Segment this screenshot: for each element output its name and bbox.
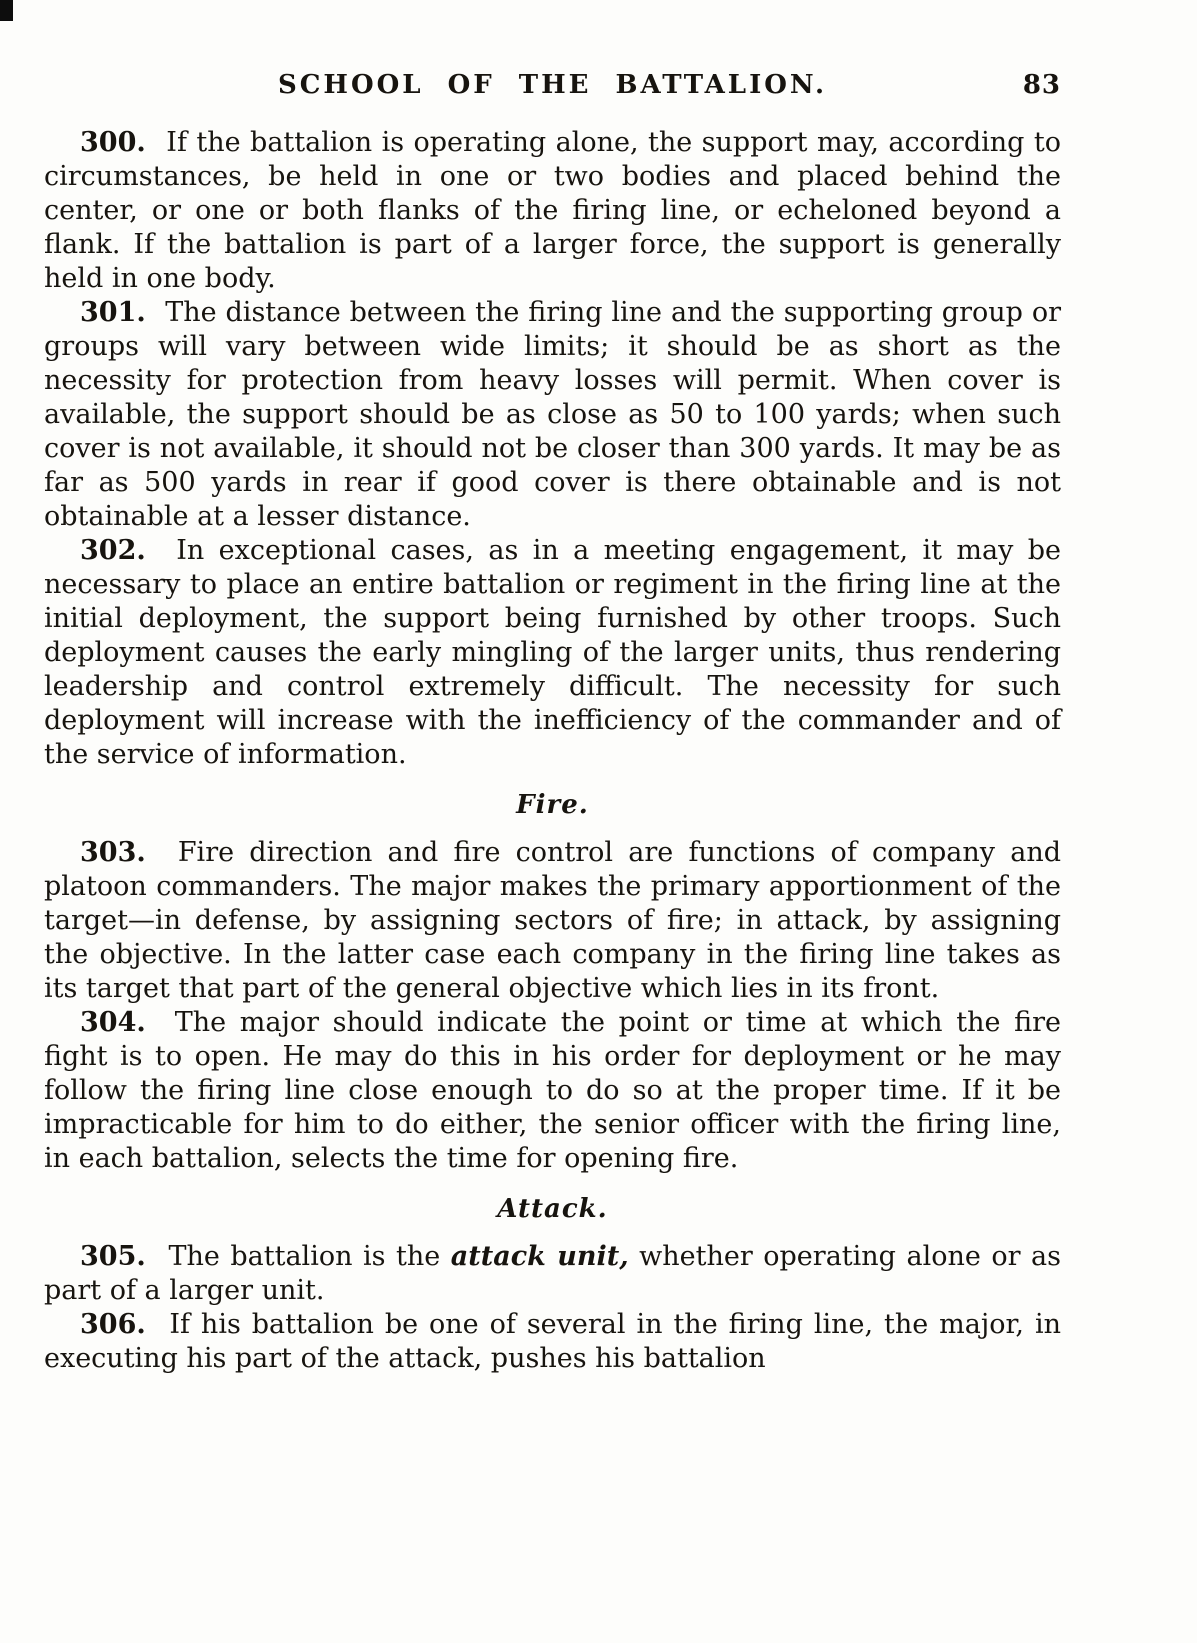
page-header bbox=[44, 70, 1061, 100]
paragraph bbox=[44, 534, 1061, 772]
paragraph-text: The distance between the firing line and the supporting group or groups will vary between wide limits; it should be as short as the necessity for protection from heavy losses will permit. When cover is available, the support should be as close as 50 to 100 yards; when such cover is not available, it should not be closer than 300 yards. It may be as far as 500 yards in rear if good cover is there obtainable and is not obtainable at a lesser distance. bbox=[44, 297, 1062, 532]
page-number: 83 bbox=[1022, 70, 1061, 100]
section-heading: Attack. bbox=[497, 1194, 608, 1224]
paragraph-number: 301. bbox=[80, 297, 166, 328]
paragraph-number: 305. bbox=[80, 1241, 169, 1272]
paragraph-text: whether operating alone or as part of a larger unit. bbox=[44, 1241, 1062, 1306]
paragraph bbox=[44, 836, 1061, 1006]
paragraph-text: The battalion is the bbox=[168, 1241, 451, 1272]
scan-artifact bbox=[0, 0, 13, 21]
running-title: SCHOOL OF THE BATTALION. bbox=[277, 70, 828, 100]
paragraph-number: 303. bbox=[80, 837, 178, 868]
paragraph-number: 302. bbox=[80, 535, 177, 566]
paragraph-number: 304. bbox=[80, 1007, 175, 1038]
paragraph bbox=[44, 1240, 1061, 1308]
paragraph-text: Fire direction and fire control are functions of company and platoon commanders. The major makes the primary apportionment of the target—in defense, by assigning sectors of fire; in attack, by assigning the objective. In the latter case each company in the firing line takes as its target that part of the general objective which lies in its front. bbox=[44, 837, 1062, 1004]
paragraph bbox=[44, 1006, 1061, 1176]
paragraph-text: In exceptional cases, as in a meeting engagement, it may be necessary to place an entire battalion or regiment in the firing line at the initial deployment, the support being furnished by other troops. Such deployment causes the early mingling of the larger units, thus rendering leadership and control extremely difficult. The necessity for such deployment will increase with the inefficiency of the commander and of the service of information. bbox=[44, 535, 1062, 770]
page-body bbox=[44, 126, 1061, 1376]
paragraph-text: attack unit, bbox=[450, 1241, 629, 1272]
paragraph-number: 300. bbox=[80, 127, 167, 158]
paragraph-number: 306. bbox=[80, 1309, 170, 1340]
paragraph bbox=[44, 1308, 1061, 1376]
paragraph-text: If his battalion be one of several in the firing line, the major, in executing his part of the attack, pushes his battalion bbox=[44, 1309, 1061, 1374]
paragraph bbox=[44, 126, 1061, 296]
section-heading: Fire. bbox=[516, 790, 589, 820]
paragraph bbox=[44, 296, 1061, 534]
paragraph-text: The major should indicate the point or time at which the fire fight is to open. He may do this in his order for deployment or he may follow the firing line close enough to do so at the proper time. If it be impracticable for him to do either, the senior officer with the firing line, in each battalion, selects the time for opening fire. bbox=[44, 1007, 1062, 1174]
paragraph-text: If the battalion is operating alone, the support may, according to circumstances, be held in one or two bodies and placed behind the center, or one or both flanks of the firing line, or echeloned beyond a flank. If the battalion is part of a larger force, the support is generally held in one body. bbox=[44, 127, 1061, 294]
